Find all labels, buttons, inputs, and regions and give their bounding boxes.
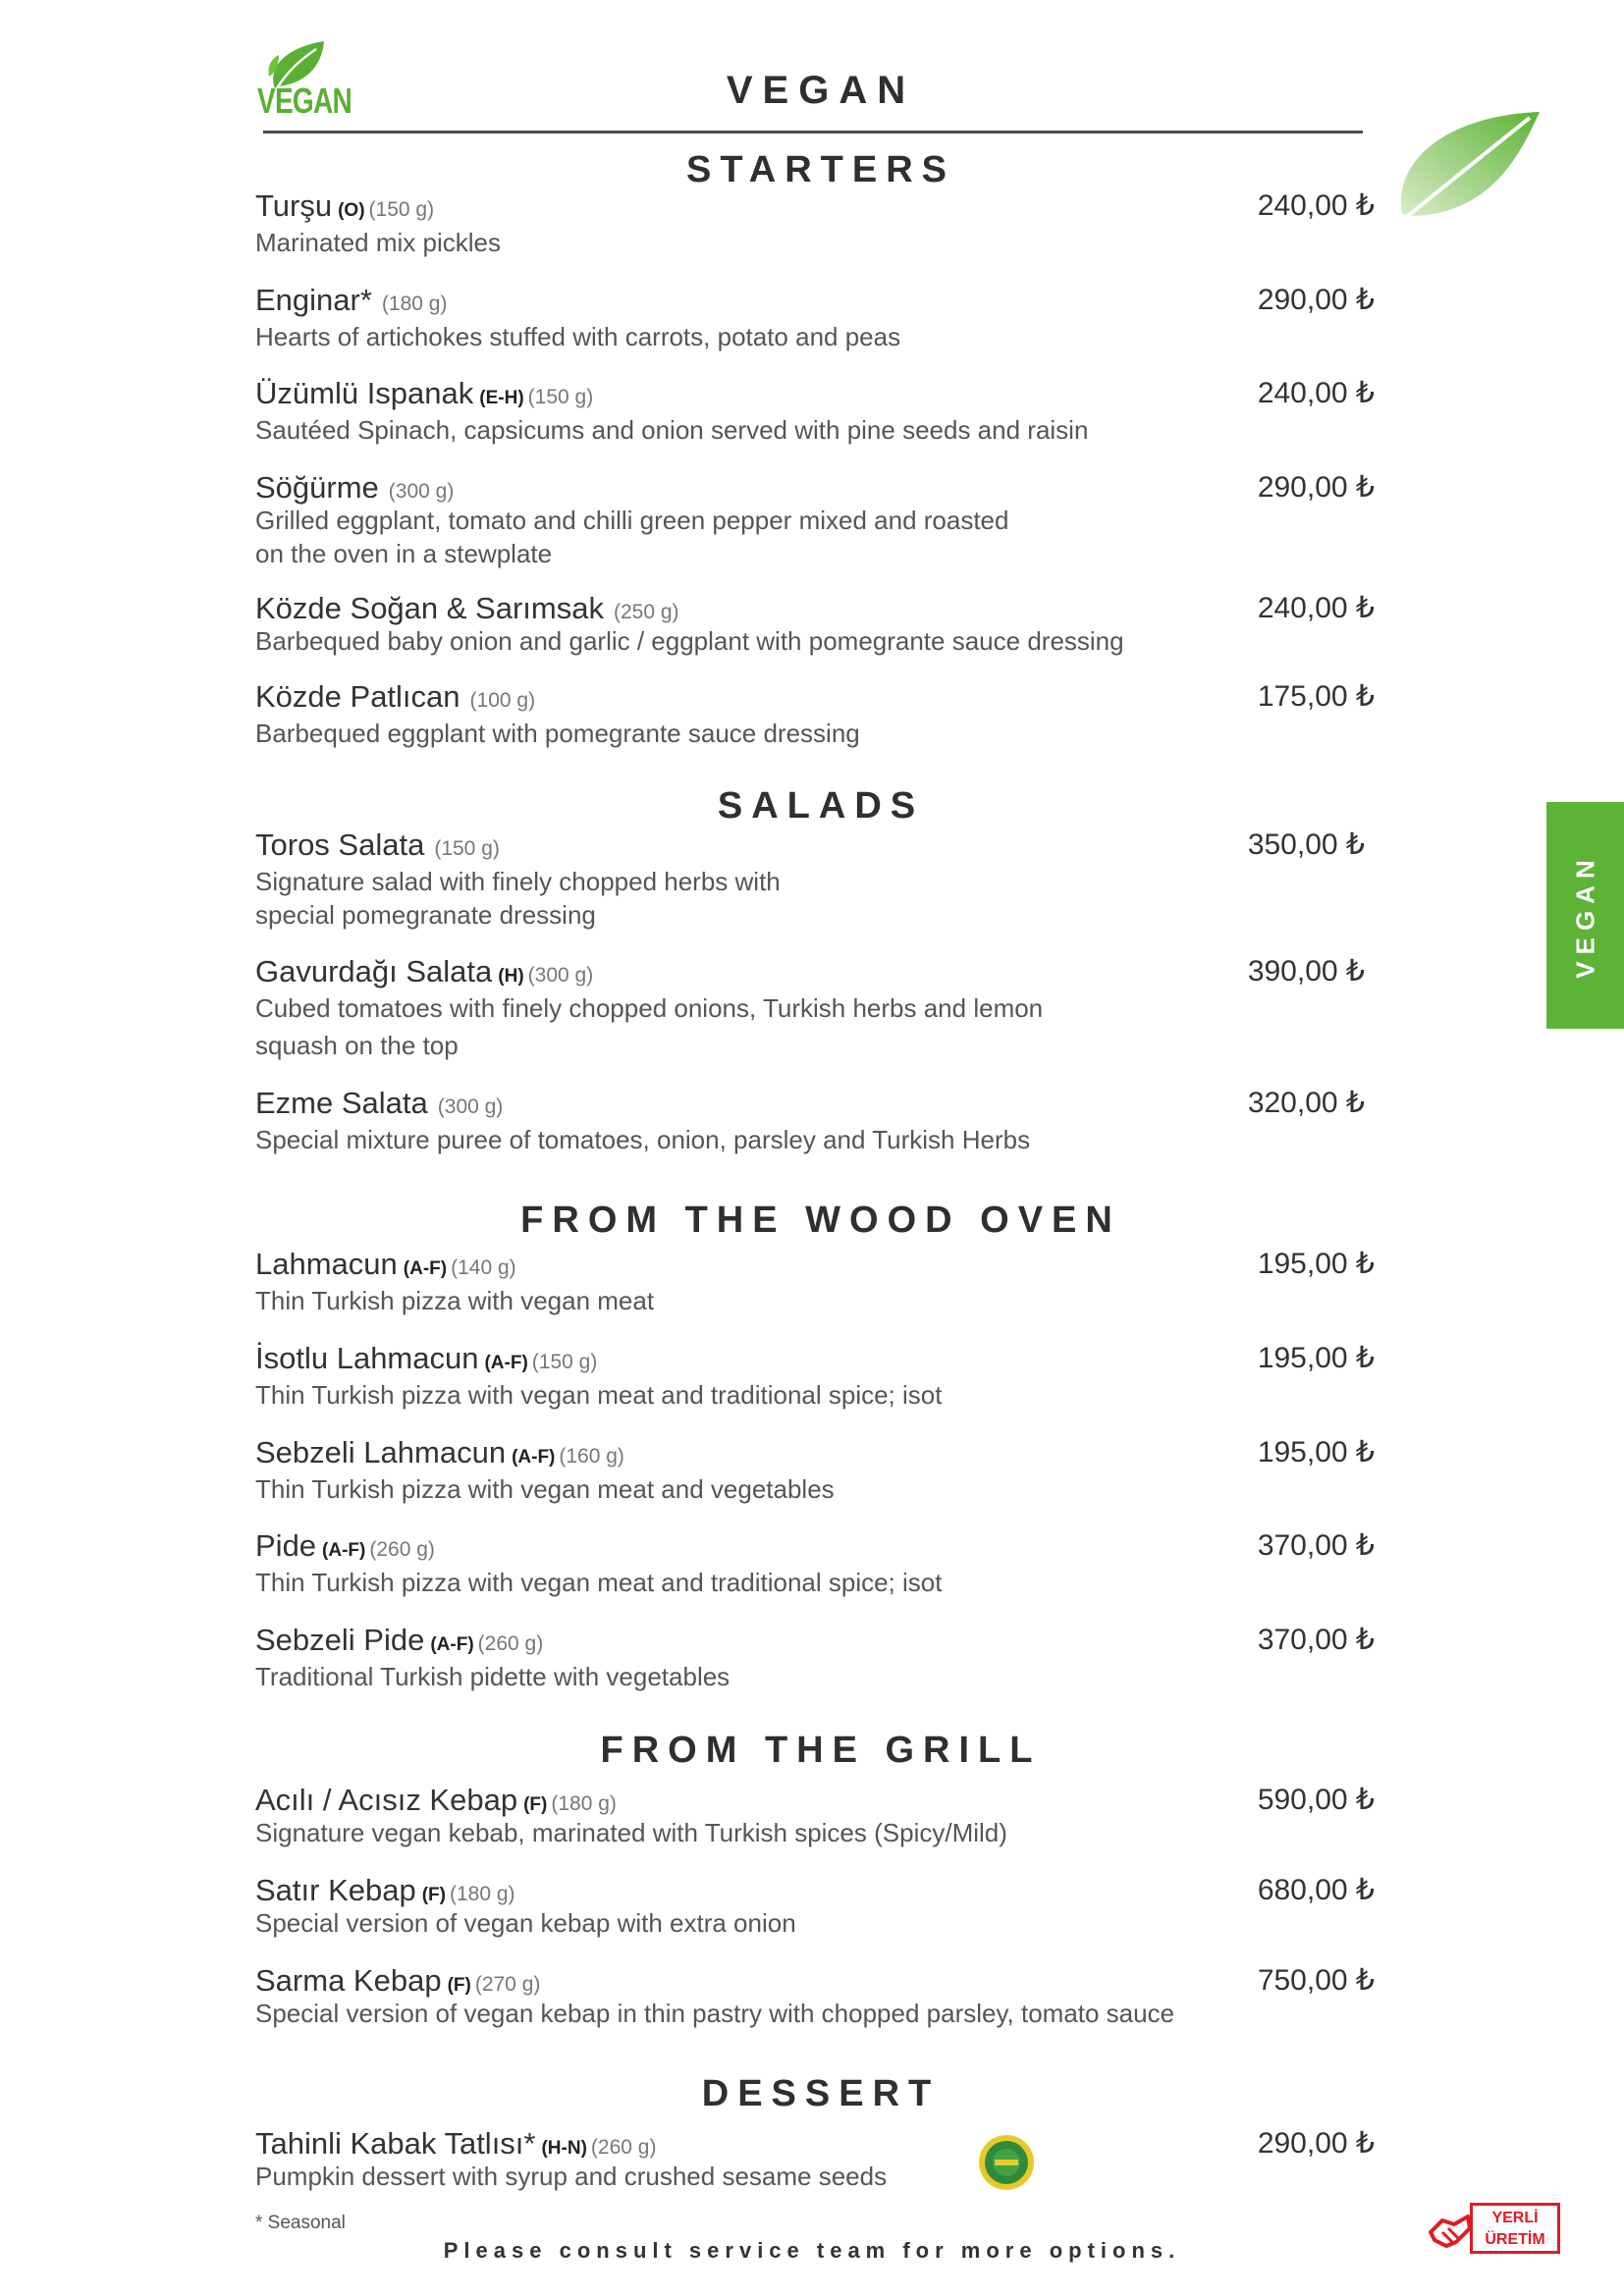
menu-item [255, 954, 1375, 1062]
menu-item [255, 283, 1375, 353]
item-name: Turşu [255, 188, 333, 223]
item-weight: (260 g) [477, 1632, 544, 1655]
item-price: 320,00 ₺ [1247, 1087, 1365, 1119]
item-name: Sarma Kebap [255, 1963, 442, 1998]
item-allergen: (E-H) [479, 388, 524, 408]
item-price: 680,00 ₺ [1257, 1874, 1375, 1906]
menu-item [255, 828, 1375, 932]
item-description: Special version of vegan kebap in thin pastry with chopped parsley, tomato sauce [255, 1999, 1175, 2028]
item-description-line1: Grilled eggplant, tomato and chilli green pepper mixed and roasted [255, 506, 1009, 535]
side-tab-vegan [1546, 802, 1624, 1029]
menu-item [255, 1783, 1375, 1849]
item-weight: (150 g) [368, 198, 435, 221]
menu-item [255, 1341, 1375, 1412]
item-weight: (180 g) [449, 1883, 515, 1905]
item-allergen: (O) [338, 200, 365, 221]
item-name: Satır Kebap [255, 1873, 416, 1907]
menu-item [255, 1435, 1375, 1506]
item-price: 390,00 ₺ [1247, 955, 1365, 988]
menu-item [255, 1873, 1375, 1940]
menu-item [255, 1086, 1375, 1156]
item-allergen: (F) [447, 1975, 471, 1996]
item-name: Sebzeli Lahmacun [255, 1435, 507, 1469]
section-title-salads: SALADS [717, 785, 925, 827]
page-title: VEGAN [726, 69, 916, 112]
item-name: Söğürme [255, 470, 379, 505]
menu-item [255, 376, 1375, 447]
item-name: Gavurdağı Salata [255, 954, 493, 988]
item-description-line2: on the oven in a stewplate [255, 539, 553, 568]
item-weight: (100 g) [469, 689, 536, 712]
item-weight: (160 g) [559, 1445, 624, 1468]
item-weight: (300 g) [527, 964, 594, 987]
header-divider [263, 131, 1363, 133]
item-price: 240,00 ₺ [1257, 189, 1375, 222]
item-name: Közde Patlıcan [255, 679, 460, 714]
item-price: 175,00 ₺ [1257, 680, 1375, 713]
item-price: 350,00 ₺ [1247, 828, 1365, 861]
item-allergen: (A-F) [322, 1540, 366, 1561]
menu-item [255, 470, 1375, 570]
item-price: 290,00 ₺ [1257, 2127, 1375, 2160]
item-description: Hearts of artichokes stuffed with carrots, potato and peas [255, 322, 901, 351]
item-description-line2: squash on the top [255, 1031, 459, 1060]
item-description-line1: Signature salad with finely chopped herbs with [255, 867, 781, 896]
item-price: 240,00 ₺ [1257, 592, 1375, 624]
section-title-starters: STARTERS [686, 149, 955, 190]
menu-item [255, 679, 1375, 750]
item-allergen: (A-F) [484, 1353, 528, 1373]
item-weight: (250 g) [613, 601, 679, 623]
item-description: Traditional Turkish pidette with vegetables [255, 1662, 731, 1691]
item-allergen: (A-F) [430, 1634, 474, 1655]
item-weight: (180 g) [551, 1792, 617, 1815]
item-price: 195,00 ₺ [1257, 1436, 1375, 1468]
yerli-uretim-label [1470, 2203, 1560, 2254]
section-title-grill: FROM THE GRILL [600, 1730, 1042, 1771]
item-name: Tahinli Kabak Tatlısı* [255, 2126, 536, 2161]
item-description: Pumpkin dessert with syrup and crushed sesame seeds [255, 2162, 888, 2191]
item-description: Thin Turkish pizza with vegan meat and traditional spice; isot [255, 1568, 943, 1597]
item-name: Ezme Salata [255, 1086, 428, 1120]
item-allergen: (F) [421, 1885, 446, 1905]
item-weight: (150 g) [434, 837, 500, 860]
menu-item [255, 1247, 1375, 1317]
item-description: Thin Turkish pizza with vegan meat and vegetables [255, 1474, 835, 1504]
menu-item [255, 1528, 1375, 1599]
item-description: Thin Turkish pizza with vegan meat and traditional spice; isot [255, 1380, 943, 1410]
item-price: 370,00 ₺ [1257, 1624, 1375, 1656]
yerli-uretim-badge [1429, 2203, 1564, 2258]
item-name: Acılı / Acısız Kebap [255, 1783, 518, 1817]
item-description: Thin Turkish pizza with vegan meat [255, 1286, 655, 1315]
item-allergen: (H-N) [541, 2138, 587, 2159]
item-allergen: (F) [523, 1794, 548, 1815]
item-price: 750,00 ₺ [1257, 1964, 1375, 1997]
item-name: Toros Salata [255, 828, 425, 862]
item-weight: (180 g) [381, 293, 448, 315]
vegan-logo-text: VEGAN [257, 80, 352, 121]
item-description: Marinated mix pickles [255, 228, 501, 257]
item-price: 290,00 ₺ [1257, 471, 1375, 504]
item-weight: (300 g) [437, 1095, 504, 1118]
geographical-indication-seal-icon [978, 2134, 1035, 2191]
menu-item [255, 2126, 1375, 2193]
item-name: Közde Soğan & Sarımsak [255, 591, 604, 625]
item-weight: (300 g) [388, 480, 455, 503]
item-price: 195,00 ₺ [1257, 1248, 1375, 1280]
item-description: Barbequed baby onion and garlic / eggplant with pomegrante sauce dressing [255, 626, 1124, 656]
item-name: Pide [255, 1528, 317, 1563]
item-weight: (260 g) [369, 1538, 435, 1561]
item-description: Special mixture puree of tomatoes, onion, parsley and Turkish Herbs [255, 1125, 1031, 1154]
item-weight: (150 g) [527, 386, 594, 408]
handshake-icon [1429, 2203, 1472, 2254]
section-title-dessert: DESSERT [701, 2073, 941, 2114]
item-price: 370,00 ₺ [1257, 1529, 1375, 1562]
item-price: 195,00 ₺ [1257, 1342, 1375, 1374]
menu-item [255, 188, 1375, 259]
item-weight: (150 g) [531, 1351, 598, 1373]
item-allergen: (A-F) [512, 1447, 556, 1468]
menu-item [255, 1963, 1375, 2030]
item-description-line1: Cubed tomatoes with finely chopped onions, Turkish herbs and lemon [255, 993, 1044, 1023]
menu-item [255, 591, 1375, 658]
item-weight: (140 g) [451, 1256, 516, 1279]
side-tab-label: VEGAN [1570, 852, 1599, 979]
item-description: Barbequed eggplant with pomegrante sauce dressing [255, 719, 860, 748]
item-allergen: (A-F) [403, 1258, 448, 1279]
menu-item [255, 1623, 1375, 1693]
item-name: İsotlu Lahmacun [255, 1341, 479, 1375]
item-price: 590,00 ₺ [1257, 1784, 1375, 1816]
item-price: 240,00 ₺ [1257, 377, 1375, 409]
badge-line-2: ÜRETİM [1485, 2231, 1545, 2248]
footer-note: Please consult service team for more options. [443, 2238, 1181, 2263]
item-description-line2: special pomegranate dressing [255, 900, 596, 930]
item-weight: (270 g) [474, 1973, 541, 1996]
item-name: Enginar* [255, 283, 372, 317]
item-name: Sebzeli Pide [255, 1623, 425, 1657]
item-description: Signature vegan kebab, marinated with Turkish spices (Spicy/Mild) [255, 1818, 1007, 1847]
item-description: Sautéed Spinach, capsicums and onion served with pine seeds and raisin [255, 415, 1089, 445]
badge-line-1: YERLİ [1491, 2210, 1539, 2226]
item-allergen: (H) [498, 966, 524, 987]
section-title-wood-oven: FROM THE WOOD OVEN [520, 1200, 1121, 1241]
item-description: Special version of vegan kebap with extra onion [255, 1908, 796, 1938]
item-price: 290,00 ₺ [1257, 284, 1375, 316]
seasonal-note: * Seasonal [255, 2213, 346, 2233]
item-weight: (260 g) [590, 2136, 657, 2159]
item-name: Lahmacun [255, 1247, 398, 1281]
item-name: Üzümlü Ispanak [255, 376, 474, 410]
